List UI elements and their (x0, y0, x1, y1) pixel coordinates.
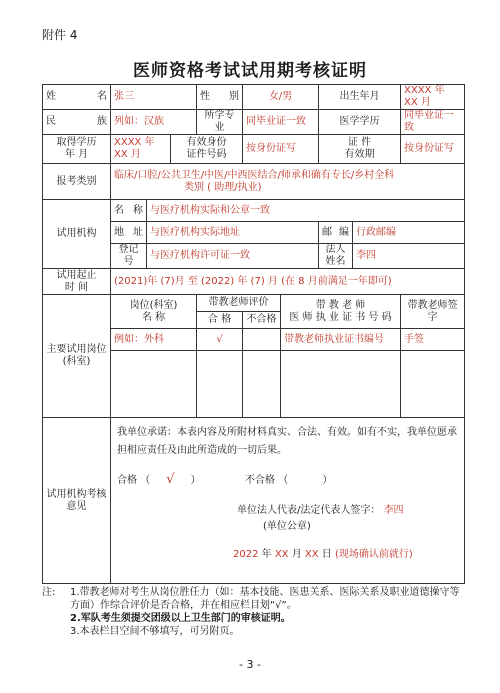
notes (42, 586, 467, 638)
period-label-line1: 试用起止 (56, 269, 97, 281)
annex-label: 附件 4 (42, 28, 78, 42)
postcode-label: 邮 编 (319, 222, 353, 244)
degree-date-label (43, 135, 111, 164)
pass-checkmark: √ (197, 329, 243, 351)
post-dept-value: 例如：外科 (111, 329, 197, 351)
fail-cell (243, 329, 281, 351)
degree-date-label-line1: 取得学历 (56, 137, 97, 148)
pass-option-label: 合格 （ (117, 475, 151, 486)
med-degree-value: 同毕业证一致 (401, 110, 465, 135)
date-day-unit: 日 (321, 549, 332, 560)
legal-rep-label: 法人姓名 (319, 244, 353, 269)
signature-label: 单位法人代表/法定代表人签字： (237, 505, 381, 516)
legal-rep-value: 李四 (353, 244, 465, 269)
gender-value: 女/男 (243, 85, 319, 110)
mentor-cert-empty (281, 351, 401, 418)
commitment-text: 我单位承诺：本表内容及所附材料真实、合法、有效。如有不实，我单位愿承担相应责任及由此所造成的一切后果。 (117, 427, 457, 456)
inst-name-label: 名 称 (111, 200, 147, 222)
post-dept-label-line1: 岗位(科室) (129, 299, 178, 311)
mentor-cert-label-line1: 带 教 老 师 (315, 299, 366, 311)
mentor-sign-label: 带教老师签字 (401, 295, 465, 329)
mentor-sign-value: 手签 (401, 329, 465, 351)
category-label: 报考类别 (43, 164, 111, 200)
mentor-sign-empty (401, 351, 465, 418)
signature-row (117, 505, 458, 517)
name-value: 张三 (111, 85, 197, 110)
reg-no-value: 与医疗机构许可证一致 (147, 244, 319, 269)
cert-validity-label-line1: 证 件 (347, 137, 372, 148)
post-dept-empty (111, 351, 197, 418)
mentor-cert-label (281, 295, 401, 329)
category-value-line2: 类别 ( 助理/执业) (184, 181, 262, 193)
fail-option-close: ） (322, 475, 333, 486)
cert-validity-label (319, 135, 401, 164)
date-month-unit: 月 (291, 549, 302, 560)
address-value: 与医疗机构实际地址 (147, 222, 319, 244)
pass-option-close: ） (190, 475, 201, 486)
reg-no-label: 登记号 (111, 244, 147, 269)
page-number: - 3 - (239, 658, 261, 671)
date-month: XX (274, 549, 289, 560)
seal-text: (单位公章) (263, 521, 311, 532)
notes-heading: 注: (42, 587, 56, 598)
major-value: 同毕业证一致 (243, 110, 319, 135)
opinion-cell (111, 418, 465, 584)
cert-validity-label-line2: 有效期 (344, 149, 375, 160)
date-year-unit: 年 (261, 549, 272, 560)
address-label: 地 址 (111, 222, 147, 244)
institution-label: 试用机构 (43, 200, 111, 269)
mentor-cert-value: 带教老师执业证书编号 (281, 329, 401, 351)
fail-option-label: 不合格 （ (244, 475, 289, 486)
id-number-value: 按身份证写 (243, 135, 319, 164)
period-value: (2021)年 (7)月 至 (2022) 年 (7) 月 (在 8 月前满足一年即可) (111, 269, 465, 295)
date-year: 2022 (233, 549, 259, 560)
exam-form-table (42, 84, 465, 584)
category-value (111, 164, 465, 200)
signature-value: 李四 (383, 505, 404, 516)
ethnicity-label: 民 族 (43, 110, 111, 135)
post-section-label: 主要试用岗位(科室) (43, 295, 111, 418)
period-label-line2: 时 间 (64, 281, 89, 293)
degree-date-value: XXXX 年 XX 月 (111, 135, 171, 164)
mentor-cert-label-line2: 医 师 执 业 证 书 号 码 (289, 311, 392, 323)
date-row (117, 549, 458, 561)
opinion-label: 试用机构考核意见 (43, 418, 111, 584)
id-type-label (171, 135, 243, 164)
id-type-label-line1: 有效身份 (186, 137, 227, 148)
id-type-label-line2: 证件号码 (186, 149, 227, 160)
date-note: (现场确认前就行) (334, 549, 413, 560)
note-item-2: 2.军队考生须提交团级以上卫生部门的审核证明。 (70, 613, 291, 624)
pass-empty (197, 351, 243, 418)
pass-label: 合 格 (197, 312, 243, 329)
post-dept-label (111, 295, 197, 329)
form-title: 医师资格考试试用期考核证明 (133, 61, 367, 81)
birth-value: XXXX 年 XX 月 (401, 85, 465, 110)
fail-empty (243, 351, 281, 418)
med-degree-label: 医学学历 (319, 110, 401, 135)
note-item-1: 1.带教老师对考生从岗位胜任力（如：基本技能、医患关系、医际关系及职业道德操守等方面）作综合评价是否合格，并在相应栏目划“√”。 (70, 587, 460, 611)
fail-label: 不合格 (243, 312, 281, 329)
degree-date-label-line2: 年 月 (64, 149, 89, 160)
ethnicity-value: 列如：汉族 (111, 110, 197, 135)
birth-label: 出生年月 (319, 85, 401, 110)
note-item-3: 3.本表栏目空间不够填写，可另附页。 (70, 626, 240, 637)
result-row (117, 474, 458, 487)
gender-label: 性 别 (197, 85, 243, 110)
mentor-eval-label: 带教老师评价 (197, 295, 281, 312)
period-label (43, 269, 111, 295)
postcode-value: 行政邮编 (353, 222, 465, 244)
major-label: 所学专业 (197, 110, 243, 135)
category-value-line1: 临床/口腔/公共卫生/中医/中西医结合/师承和确有专长/乡村全科 (114, 169, 395, 181)
post-dept-label-line2: 名 称 (141, 311, 166, 323)
name-label: 姓 名 (43, 85, 111, 110)
inst-name-value: 与医疗机构实际和公章一致 (147, 200, 465, 222)
cert-validity-value: 按身份证写 (401, 135, 465, 164)
date-day: XX (304, 549, 319, 560)
pass-option-mark: √ (166, 472, 175, 487)
